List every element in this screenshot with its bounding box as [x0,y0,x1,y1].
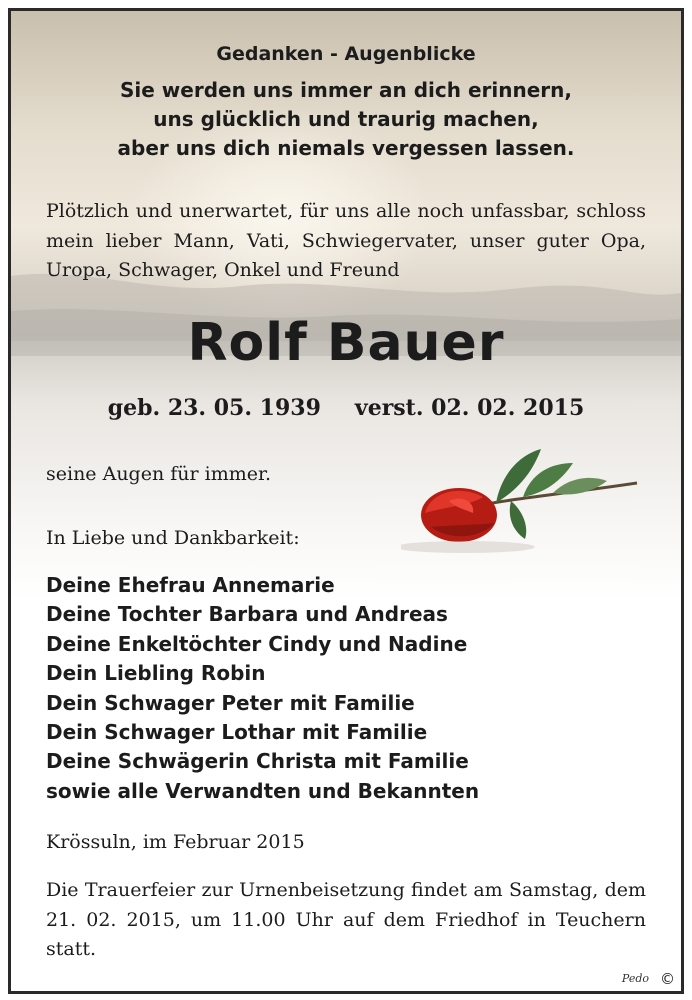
mourner-line: Dein Liebling Robin [46,661,266,686]
designer-signature: Pedo [621,972,649,985]
poem [11,76,681,163]
birth-date: geb. 23. 05. 1939 [107,395,321,421]
mourner-line: Deine Schwägerin Christa mit Familie [46,749,469,774]
mourner-line: Dein Schwager Peter mit Familie [46,690,415,715]
copyright-symbol: © [660,970,675,988]
intro-text: Plötzlich und unerwartet, für uns alle noch unfassbar, schloss mein lieber Mann, Vati, Schwiegervater, unser guter Opa, Uropa, Schwager, Onkel und Freund [46,200,646,281]
death-date: verst. 02. 02. 2015 [354,395,585,421]
mourner-line: Deine Ehefrau Annemarie [46,573,335,597]
mourner-line: Deine Tochter Barbara und Andreas [46,602,448,627]
eyes-line: seine Augen für immer. [46,463,272,485]
header-title: Gedanken - Augenblicke [216,43,476,65]
love-line: In Liebe und Dankbarkeit: [46,527,300,549]
obituary-frame [8,8,684,994]
poem-line: Sie werden uns immer an dich erinnern, [120,78,572,102]
service-notice: Die Trauerfeier zur Urnenbeisetzung findet am Samstag, dem 21. 02. 2015, um 11.00 Uhr auf dem Friedhof in Teuchern statt. [46,879,646,960]
poem-line: uns glücklich und traurig machen, [153,107,539,131]
mourner-line: Dein Schwager Lothar mit Familie [46,720,428,745]
mourner-line: sowie alle Verwandten und Bekannten [46,778,480,803]
mourner-line: Deine Enkeltöchter Cindy und Nadine [46,631,468,656]
rose-icon [401,435,641,555]
life-dates [11,395,681,421]
poem-line: aber uns dich niemals vergessen lassen. [117,136,575,160]
mourners-list [46,571,479,806]
place-date: Krössuln, im Februar 2015 [46,831,305,853]
deceased-name: Rolf Bauer [187,313,505,373]
